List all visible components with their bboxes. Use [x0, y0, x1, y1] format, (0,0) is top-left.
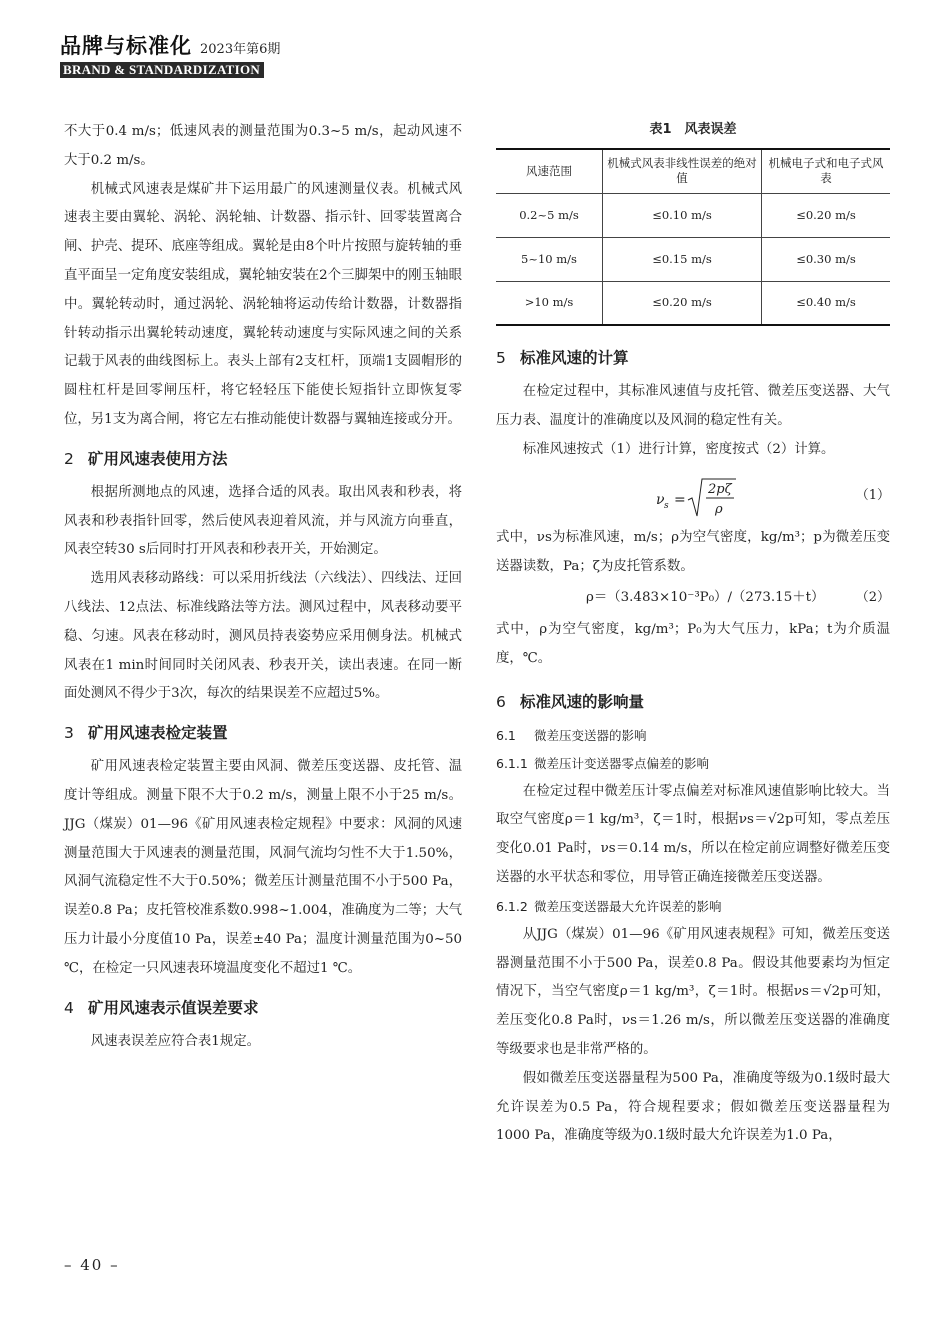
table-header-cell: 风速范围 [496, 149, 603, 193]
paragraph: 根据所测地点的风速，选择合适的风表。取出风表和秒表，将风表和秒表指针回零，然后使风表迎着风流，并与风流方向垂直，风表空转30 s后同时打开风表和秒表开关，开始测定。 [64, 484, 462, 558]
paragraph: 矿用风速表检定装置主要由风洞、微差压变送器、皮托管、温度计等组成。测量下限不大于0.2 m/s，测量上限不小于25 m/s。JJG（煤炭）01—96《矿用风速表检定规程》中要求：风洞的风速测量范围大于风速表的测量范围，风洞气流均匀性不大于1.50%，风洞气流稳定性不大于0.50%；微差压计测量范围不小于500 Pa，误差0.8 Pa；皮托管校准系数0.998~1.004，准确度为二等；大气压力计最小分度值10 Pa，误差±40 Pa；温度计测量范围为0~50 ℃，在检定一只风速表环境温度变化不超过1 ℃。 [64, 759, 462, 976]
formula-number: （2） [855, 589, 890, 605]
paragraph: 式中，νs为标准风速，m/s；ρ为空气密度，kg/m³；p为微差压变送器读数，Pa；ζ为皮托管系数。 [496, 530, 890, 575]
paragraph: 风速表误差应符合表1规定。 [90, 1033, 261, 1049]
wind-meter-error-table [496, 148, 890, 326]
page-number: – 40 – [64, 1256, 120, 1274]
table-cell: 5~10 m/s [496, 237, 603, 281]
table-cell: ≤0.20 m/s [762, 193, 891, 237]
table-row [496, 237, 890, 281]
paragraph: 式中，ρ为空气密度，kg/m³；P₀为大气压力，kPa；t为介质温度，℃。 [496, 621, 890, 666]
formula-1 [496, 468, 890, 520]
table-cell: ≤0.10 m/s [603, 193, 762, 237]
section-heading-4: 4 矿用风速表示值误差要求 [64, 998, 259, 1017]
formula-lhs-sub: s [664, 501, 669, 512]
paragraph: 不大于0.4 m/s；低速风表的测量范围为0.3~5 m/s，起动风速不大于0.2 m/s。 [64, 124, 462, 168]
section-heading-2: 2 矿用风速表使用方法 [64, 449, 228, 468]
journal-masthead [60, 30, 280, 78]
table-header-cell: 机械电子式和电子式风表 [762, 149, 891, 193]
formula-lhs: ν [656, 492, 665, 509]
journal-title: 品牌与标准化 [60, 34, 192, 58]
table-row [496, 281, 890, 325]
paragraph: 选用风表移动路线：可以采用折线法（六线法）、四线法、迂回八线法、12点法、标准线路法等方法。测风过程中，风表移动要平稳、匀速。风表在移动时，测风员持表姿势应采用侧身法。机械式风表在1 min时间同时关闭风表、秒表开关，读出表速。在同一断面处测风不得少于3次，每次的结果误差不应超过5%。 [64, 571, 462, 702]
section-heading-6: 6 标准风速的影响量 [496, 692, 645, 711]
right-column [496, 118, 890, 1151]
paragraph: 在检定过程中微差压计零点偏差对标准风速值影响比较大。当取空气密度ρ＝1 kg/m³，ζ＝1时，根据νs＝√2p可知，零点差压变化0.01 Pa时，νs＝0.14 m/s，所以在检定前应调整好微差压变送器的水平状态和零位，用导管正确连接微差压变送器。 [496, 783, 890, 885]
table-cell: ≤0.40 m/s [762, 281, 891, 325]
table-cell: >10 m/s [524, 295, 574, 310]
formula-denominator: ρ [715, 502, 723, 518]
table-cell: ≤0.15 m/s [603, 237, 762, 281]
svg-text:=: = [674, 492, 686, 509]
journal-issue: 2023年第6期 [200, 42, 281, 57]
paragraph: 机械式风速表是煤矿井下运用最广的风速测量仪表。机械式风速表主要由翼轮、涡轮、涡轮轴、计数器、指示针、回零装置离合闸、护壳、提环、底座等组成。翼轮是由8个叶片按照与旋转轴的垂直平面呈一定角度安装组成，翼轮轴安装在2个三脚架中的刚玉轴眼中。翼轮转动时，通过涡轮、涡轮轴将运动传给计数器，计数器指针转动指示出翼轮转动速度，翼轮转动速度与实际风速之间的关系记载于风表的曲线图标上。表头上部有2支杠杆，顶端1支圆帽形的圆柱杠杆是回零闸压杆，将它轻轻压下能使长短指针立即恢复零位，另1支为离合闸，将它左右推动能使计数器与翼轴连接或分开。 [64, 181, 462, 427]
paragraph: 在检定过程中，其标准风速值与皮托管、微差压变送器、大气压力表、温度计的准确度以及风洞的稳定性有关。 [496, 384, 890, 428]
paragraph: 标准风速按式（1）进行计算，密度按式（2）计算。 [522, 441, 835, 457]
table-cell: ≤0.20 m/s [603, 281, 762, 325]
journal-english-title: BRAND & STANDARDIZATION [60, 62, 264, 78]
table-header-cell: 机械式风表非线性误差的绝对值 [603, 149, 762, 193]
formula-number: （1） [855, 488, 890, 504]
subsection-heading-6-1-2: 6.1.2 微差压变送器最大允许误差的影响 [496, 898, 722, 914]
table-caption: 表1 风表误差 [649, 122, 737, 137]
formula-2 [496, 582, 890, 616]
density-formula: ρ＝（3.483×10⁻³P₀）/（273.15＋t） [586, 589, 825, 605]
standard-wind-speed-formula [656, 476, 776, 520]
paragraph: 从JJG（煤炭）01—96《矿用风速表规程》可知，微差压变送器测量范围不小于500 Pa，误差0.8 Pa。假设其他要素均为恒定情况下，当空气密度ρ＝1 kg/m³，ζ＝1时。根据νs＝√2p可知，差压变化0.8 Pa时，νs＝1.26 m/s，所以微差压变送器的准确度等级要求也是非常严格的。 [496, 926, 890, 1057]
subsection-heading-6-1-1: 6.1.1 微差压计变送器零点偏差的影响 [496, 755, 710, 771]
table-cell: ≤0.30 m/s [762, 237, 891, 281]
formula-numerator: 2pζ [708, 482, 732, 498]
table-row [496, 193, 890, 237]
table-cell: 0.2~5 m/s [496, 193, 603, 237]
left-column [64, 118, 462, 1056]
paragraph: 假如微差压变送器量程为500 Pa，准确度等级为0.1级时最大允许误差为0.5 Pa，符合规程要求；假如微差压变送器量程为1000 Pa，准确度等级为0.1级时最大允许误差为1.0 Pa， [496, 1070, 890, 1144]
section-heading-5: 5 标准风速的计算 [496, 349, 629, 367]
section-heading-3: 3 矿用风速表检定装置 [64, 724, 228, 743]
subsection-heading-6-1: 6.1 微差压变送器的影响 [496, 727, 647, 743]
